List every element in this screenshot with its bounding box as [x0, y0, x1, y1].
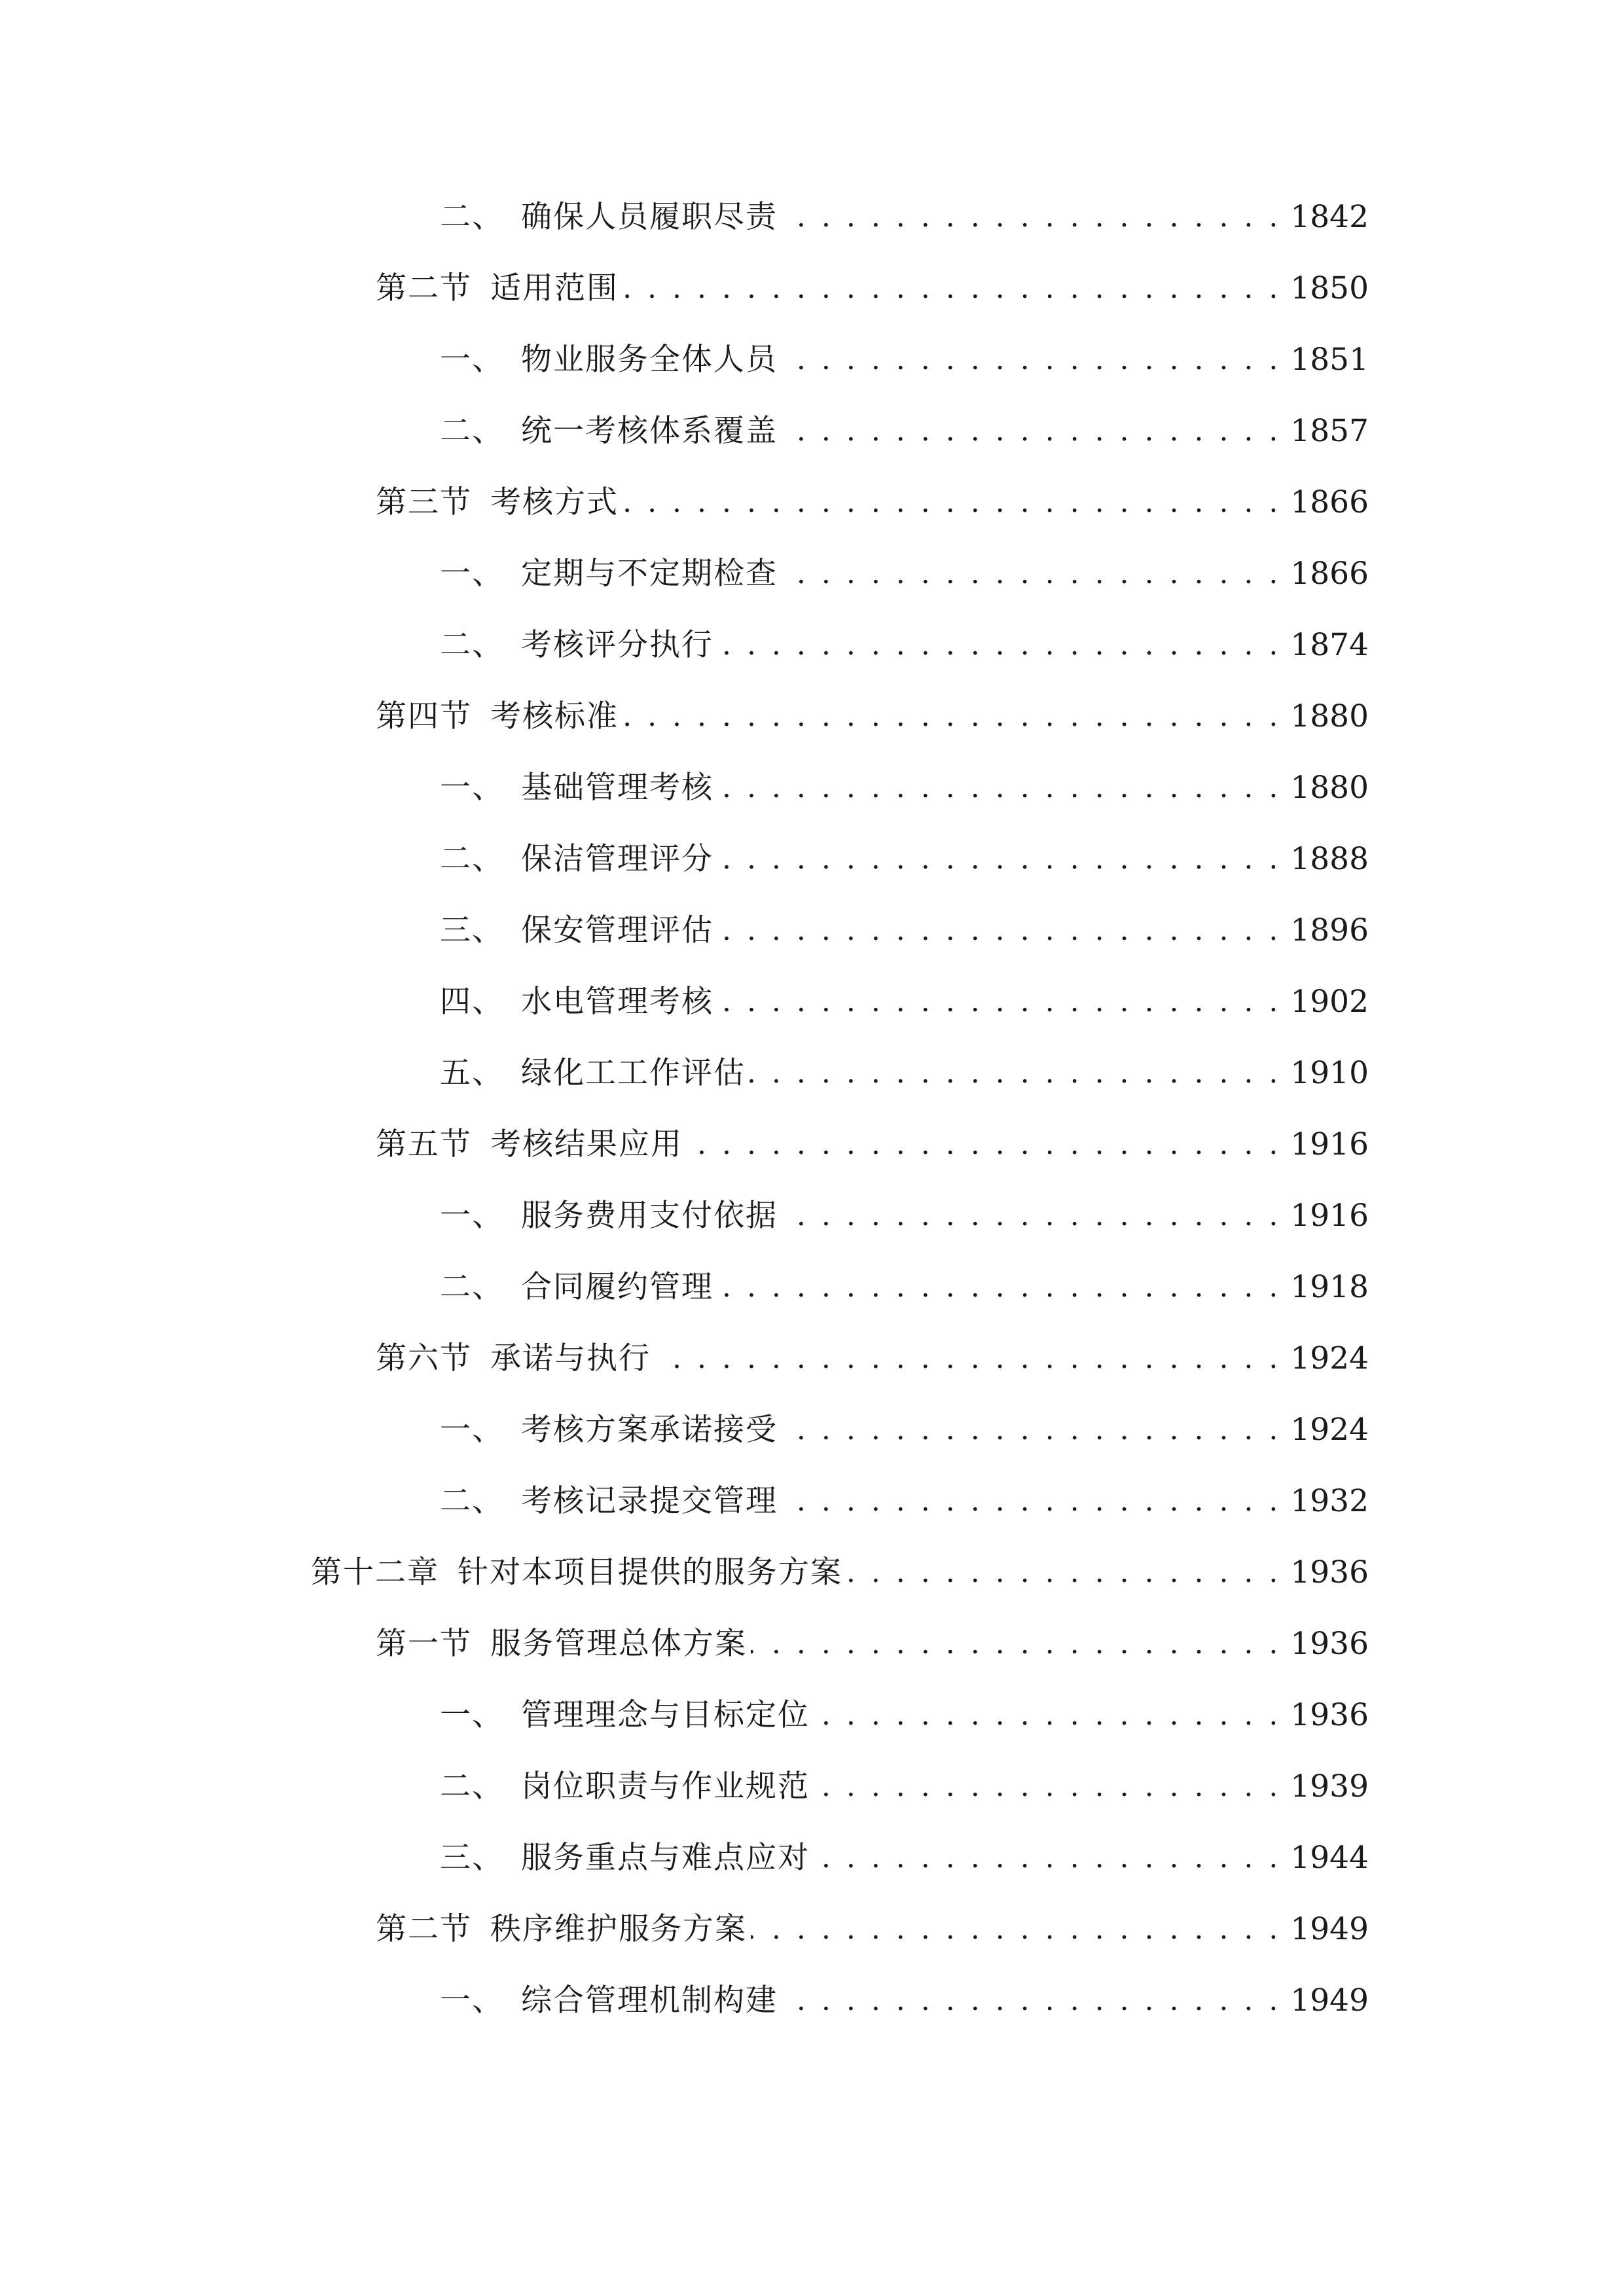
dot-leader	[623, 476, 1281, 529]
toc-entry[interactable]	[440, 1190, 1369, 1242]
toc-entry[interactable]	[440, 1475, 1369, 1528]
toc-entry-title: 考核记录提交管理	[521, 1483, 778, 1519]
toc-entry-page: 1949	[1290, 1911, 1369, 1947]
toc-entry-number: 二、	[440, 413, 504, 449]
toc-entry-number: 二、	[440, 1269, 504, 1305]
toc-entry-number: 第二节	[376, 1911, 472, 1947]
toc-entry[interactable]	[440, 619, 1369, 672]
toc-entry[interactable]	[440, 1689, 1369, 1742]
toc-entry-title: 保安管理评估	[521, 912, 713, 948]
toc-entry-page: 1910	[1290, 1055, 1369, 1091]
toc-entry-number: 五、	[440, 1055, 504, 1091]
dot-leader	[717, 1261, 1281, 1314]
dot-leader	[687, 1119, 1281, 1171]
toc-entry-title: 保洁管理评分	[521, 841, 713, 877]
toc-entry[interactable]	[440, 548, 1369, 600]
toc-entry-number: 二、	[440, 627, 504, 663]
toc-entry-page: 1850	[1290, 270, 1369, 306]
toc-entry-page: 1932	[1290, 1483, 1369, 1519]
toc-entry-page: 1842	[1290, 199, 1369, 235]
toc-entry-number: 一、	[440, 1697, 504, 1733]
toc-entry-number: 第六节	[376, 1340, 472, 1376]
dot-leader	[717, 762, 1281, 814]
dot-leader	[846, 1547, 1281, 1599]
toc-entry-title: 统一考核体系覆盖	[521, 413, 778, 449]
toc-entry-number: 三、	[440, 1840, 504, 1876]
toc-entry[interactable]	[376, 1618, 1369, 1670]
dot-leader	[623, 262, 1281, 315]
toc-entry-title: 水电管理考核	[521, 984, 713, 1020]
toc-entry[interactable]	[376, 1119, 1369, 1171]
toc-entry-title: 秩序维护服务方案	[490, 1911, 747, 1947]
toc-entry-title: 综合管理机制构建	[521, 1982, 778, 2018]
toc-entry-page: 1851	[1290, 342, 1369, 378]
toc-entry-number: 一、	[440, 556, 504, 592]
toc-entry-page: 1888	[1290, 841, 1369, 877]
toc-entry[interactable]	[440, 191, 1369, 243]
toc-entry-number: 第一节	[376, 1626, 472, 1662]
toc-entry-title: 合同履约管理	[521, 1269, 713, 1305]
dot-leader	[717, 619, 1281, 672]
toc-entry-title: 适用范围	[490, 270, 619, 306]
dot-leader	[814, 1689, 1281, 1742]
toc-entry-title: 岗位职责与作业规范	[521, 1768, 810, 1804]
dot-leader	[749, 1047, 1281, 1100]
dot-leader	[782, 1190, 1281, 1242]
toc-entry[interactable]	[440, 1047, 1369, 1100]
dot-leader	[782, 1975, 1281, 2027]
toc-entry-number: 四、	[440, 984, 504, 1020]
toc-entry[interactable]	[376, 1903, 1369, 1956]
toc-entry[interactable]	[440, 976, 1369, 1028]
toc-entry-title: 绿化工工作评估	[521, 1055, 746, 1091]
toc-entry-number: 三、	[440, 912, 504, 948]
dot-leader	[717, 976, 1281, 1028]
toc-entry[interactable]	[440, 1761, 1369, 1813]
toc-entry-title: 基础管理考核	[521, 770, 713, 806]
toc-entry[interactable]	[440, 905, 1369, 957]
toc-entry-title: 考核评分执行	[521, 627, 713, 663]
toc-entry-number: 一、	[440, 342, 504, 378]
toc-entry-title: 考核结果应用	[490, 1126, 683, 1162]
toc-entry-page: 1902	[1290, 984, 1369, 1020]
dot-leader	[782, 334, 1281, 386]
dot-leader	[717, 905, 1281, 957]
dot-leader	[814, 1832, 1281, 1884]
toc-entry[interactable]	[440, 1404, 1369, 1456]
toc-entry-page: 1918	[1290, 1269, 1369, 1305]
toc-entry-number: 第三节	[376, 484, 472, 520]
toc-entry-page: 1936	[1290, 1626, 1369, 1662]
dot-leader	[782, 1475, 1281, 1528]
toc-entry-title: 考核方式	[490, 484, 619, 520]
toc-entry-page: 1857	[1290, 413, 1369, 449]
toc-entry-title: 承诺与执行	[490, 1340, 651, 1376]
dot-leader	[782, 191, 1281, 243]
toc-entry-page: 1896	[1290, 912, 1369, 948]
toc-entry[interactable]	[440, 1975, 1369, 2027]
toc-entry-page: 1874	[1290, 627, 1369, 663]
dot-leader	[717, 833, 1281, 886]
toc-entry-number: 第二节	[376, 270, 472, 306]
dot-leader	[782, 548, 1281, 600]
toc-entry-number: 第十二章	[311, 1554, 439, 1590]
toc-entry-number: 第四节	[376, 698, 472, 734]
toc-entry-number: 一、	[440, 770, 504, 806]
toc-entry[interactable]	[376, 262, 1369, 315]
toc-entry-number: 二、	[440, 1483, 504, 1519]
toc-entry-page: 1866	[1290, 556, 1369, 592]
toc-entry[interactable]	[440, 405, 1369, 457]
toc-entry[interactable]	[311, 1547, 1369, 1599]
toc-entry-page: 1939	[1290, 1768, 1369, 1804]
toc-entry-title: 考核标准	[490, 698, 619, 734]
dot-leader	[655, 1333, 1281, 1385]
toc-entry-page: 1880	[1290, 698, 1369, 734]
toc-entry-title: 服务管理总体方案	[490, 1626, 747, 1662]
toc-entry-number: 二、	[440, 199, 504, 235]
toc-entry-page: 1916	[1290, 1126, 1369, 1162]
toc-entry-title: 定期与不定期检查	[521, 556, 778, 592]
toc-entry[interactable]	[376, 476, 1369, 529]
toc-entry-number: 二、	[440, 841, 504, 877]
dot-leader	[751, 1903, 1281, 1956]
toc-entry-number: 一、	[440, 1198, 504, 1234]
toc-entry[interactable]	[376, 691, 1369, 743]
dot-leader	[814, 1761, 1281, 1813]
toc-entry-title: 确保人员履职尽责	[521, 199, 778, 235]
dot-leader	[623, 691, 1281, 743]
toc-entry[interactable]	[440, 334, 1369, 386]
toc-entry[interactable]	[376, 1333, 1369, 1385]
toc-entry-page: 1924	[1290, 1340, 1369, 1376]
toc-entry[interactable]	[440, 762, 1369, 814]
toc-entry-page: 1949	[1290, 1982, 1369, 2018]
toc-entry-number: 一、	[440, 1982, 504, 2018]
toc-entry-page: 1880	[1290, 770, 1369, 806]
toc-entry-title: 服务费用支付依据	[521, 1198, 778, 1234]
dot-leader	[782, 405, 1281, 457]
toc-entry[interactable]	[440, 1261, 1369, 1314]
toc-entry-page: 1936	[1290, 1697, 1369, 1733]
toc-entry[interactable]	[440, 1832, 1369, 1884]
toc-entry-number: 一、	[440, 1412, 504, 1448]
toc-entry-number: 二、	[440, 1768, 504, 1804]
toc-entry-title: 服务重点与难点应对	[521, 1840, 810, 1876]
toc-entry-page: 1916	[1290, 1198, 1369, 1234]
toc-entry-title: 物业服务全体人员	[521, 342, 778, 378]
toc-entry-title: 考核方案承诺接受	[521, 1412, 778, 1448]
toc-entry-title: 针对本项目提供的服务方案	[458, 1554, 842, 1590]
toc-entry-title: 管理理念与目标定位	[521, 1697, 810, 1733]
toc-entry[interactable]	[440, 833, 1369, 886]
dot-leader	[782, 1404, 1281, 1456]
toc-entry-page: 1924	[1290, 1412, 1369, 1448]
toc-entry-page: 1866	[1290, 484, 1369, 520]
dot-leader	[751, 1618, 1281, 1670]
toc-entry-page: 1944	[1290, 1840, 1369, 1876]
toc-entry-number: 第五节	[376, 1126, 472, 1162]
toc-entry-page: 1936	[1290, 1554, 1369, 1590]
